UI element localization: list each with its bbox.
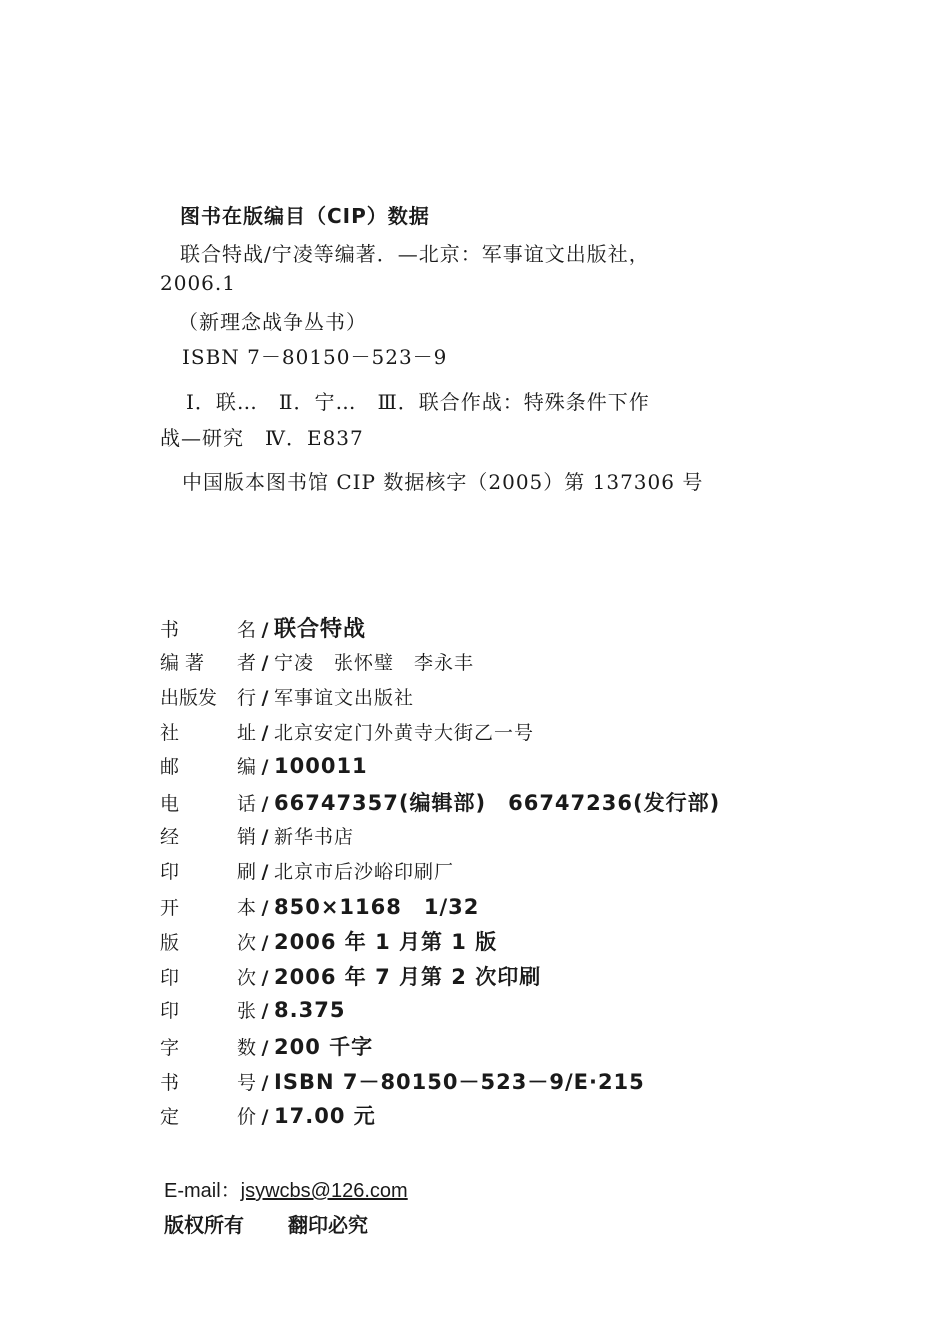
pub-row-printer bbox=[160, 857, 454, 887]
cip-line-5: Ⅰ．联… Ⅱ．宁… Ⅲ．联合作战：特殊条件下作 bbox=[186, 390, 650, 414]
pub-row-price bbox=[160, 1100, 376, 1130]
pub-label: 版 次 bbox=[160, 932, 256, 954]
email-line bbox=[164, 1174, 408, 1203]
pub-value-printing: 2006 年 7 月第 2 次印刷 bbox=[274, 965, 542, 989]
pub-value-authors: 宁凌 张怀璧 李永丰 bbox=[274, 652, 475, 674]
cip-line-4: ISBN 7－80150－523－9 bbox=[182, 345, 448, 369]
pub-row-publisher bbox=[160, 683, 414, 713]
pub-label: 电 话 bbox=[160, 793, 256, 815]
pub-row-edition bbox=[160, 926, 497, 956]
pub-separator: / bbox=[261, 861, 269, 883]
pub-separator: / bbox=[261, 1072, 269, 1094]
pub-separator: / bbox=[261, 967, 269, 989]
pub-value-format: 850×1168 1/32 bbox=[274, 895, 480, 919]
pub-value-postcode: 100011 bbox=[274, 754, 368, 778]
cip-line-7: 中国版本图书馆 CIP 数据核字（2005）第 137306 号 bbox=[182, 470, 704, 494]
pub-separator: / bbox=[261, 1106, 269, 1128]
pub-value-isbn: ISBN 7－80150－523－9/E·215 bbox=[274, 1070, 645, 1094]
pub-row-sheets bbox=[160, 996, 345, 1026]
pub-separator: / bbox=[261, 826, 269, 848]
pub-value-publisher: 军事谊文出版社 bbox=[274, 687, 415, 709]
pub-row-title bbox=[160, 612, 366, 642]
pub-label: 开 本 bbox=[160, 897, 256, 919]
email-address-link[interactable]: jsywcbs@126.com bbox=[240, 1180, 408, 1202]
pub-value-sheets: 8.375 bbox=[274, 998, 346, 1022]
pub-row-authors bbox=[160, 648, 474, 678]
pub-row-format bbox=[160, 891, 479, 921]
no-reprint: 翻印必究 bbox=[288, 1213, 368, 1237]
pub-label: 经 销 bbox=[160, 826, 256, 848]
pub-label: 印 刷 bbox=[160, 861, 256, 883]
pub-label: 书 名 bbox=[160, 619, 256, 641]
pub-label: 社 址 bbox=[160, 722, 256, 744]
pub-value-address: 北京安定门外黄寺大街乙一号 bbox=[274, 722, 535, 744]
pub-separator: / bbox=[261, 687, 269, 709]
email-label: E-mail： bbox=[164, 1180, 241, 1202]
copyright-notice bbox=[164, 1209, 412, 1238]
pub-label: 书 号 bbox=[160, 1072, 256, 1094]
pub-label: 编 著 者 bbox=[160, 652, 256, 674]
pub-separator: / bbox=[261, 756, 269, 778]
pub-label: 邮 编 bbox=[160, 756, 256, 778]
cip-line-1: 联合特战/宁凌等编著．—北京：军事谊文出版社， bbox=[180, 242, 650, 266]
pub-separator: / bbox=[261, 793, 269, 815]
pub-label: 印 次 bbox=[160, 967, 256, 989]
pub-value-title: 联合特战 bbox=[274, 617, 367, 642]
pub-separator: / bbox=[261, 932, 269, 954]
pub-value-wordcount: 200 千字 bbox=[274, 1035, 374, 1059]
pub-value-printer: 北京市后沙峪印刷厂 bbox=[274, 861, 455, 883]
pub-value-phone: 66747357(编辑部) 66747236(发行部) bbox=[274, 791, 721, 815]
pub-value-distributor: 新华书店 bbox=[274, 826, 355, 848]
pub-row-phone bbox=[160, 787, 720, 817]
pub-row-isbn bbox=[160, 1066, 645, 1096]
pub-label: 字 数 bbox=[160, 1037, 256, 1059]
rights-reserved: 版权所有 bbox=[164, 1213, 244, 1237]
pub-value-edition: 2006 年 1 月第 1 版 bbox=[274, 930, 498, 954]
pub-label: 印 张 bbox=[160, 1000, 256, 1022]
pub-value-price: 17.00 元 bbox=[274, 1104, 376, 1128]
pub-row-postcode bbox=[160, 752, 368, 782]
cip-heading: 图书在版编目（CIP）数据 bbox=[180, 204, 430, 228]
pub-separator: / bbox=[261, 897, 269, 919]
pub-row-printing bbox=[160, 961, 541, 991]
pub-label: 出版发 行 bbox=[160, 687, 256, 709]
pub-row-distributor bbox=[160, 822, 354, 852]
pub-row-wordcount bbox=[160, 1031, 373, 1061]
pub-separator: / bbox=[261, 1037, 269, 1059]
cip-line-6: 战—研究 Ⅳ．E837 bbox=[160, 426, 364, 450]
pub-separator: / bbox=[261, 652, 269, 674]
pub-label: 定 价 bbox=[160, 1106, 256, 1128]
pub-separator: / bbox=[261, 722, 269, 744]
cip-line-2: 2006.1 bbox=[160, 271, 236, 295]
pub-separator: / bbox=[261, 1000, 269, 1022]
pub-separator: / bbox=[261, 619, 269, 641]
cip-line-3: （新理念战争丛书） bbox=[178, 310, 367, 334]
pub-row-address bbox=[160, 718, 534, 748]
